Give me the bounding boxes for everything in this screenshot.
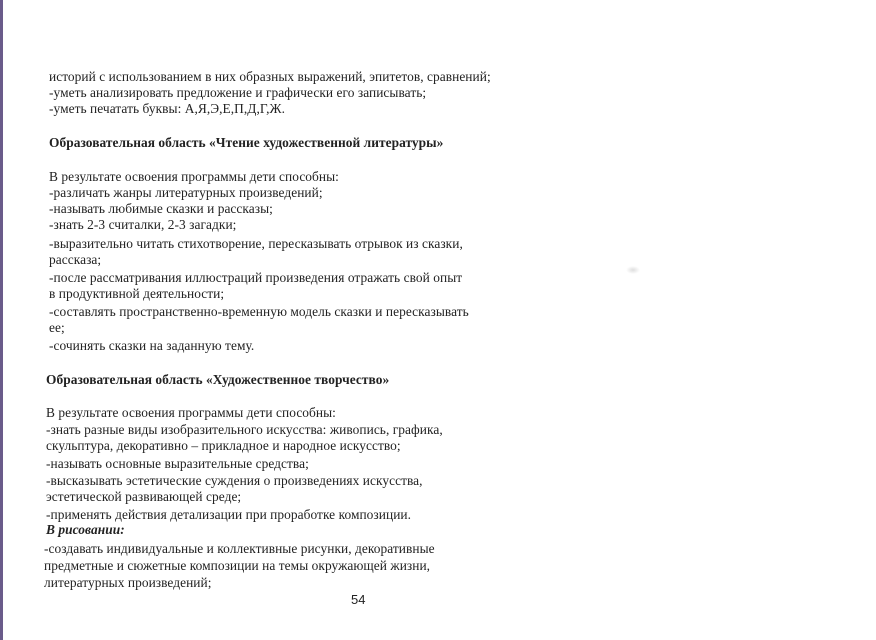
section-line: -создавать индивидуальные и коллективные рисунки, декоративные [44,541,435,556]
section-line: -сочинять сказки на заданную тему. [49,338,255,353]
section-line: -высказывать эстетические суждения о произведениях искусства, [46,473,423,488]
section-heading-art: Образовательная область «Художественное творчество» [46,372,390,387]
section-line: в продуктивной деятельности; [49,286,225,301]
section-line: скульптура, декоративно – прикладное и народное искусство; [46,438,401,453]
section-line: -знать разные виды изобразительного искусства: живопись, графика, [46,422,443,437]
section-line: ее; [49,320,65,335]
section-line: -различать жанры литературных произведений; [49,185,323,200]
intro-line: -уметь анализировать предложение и графически его записывать; [49,85,427,100]
section-line: -выразительно читать стихотворение, пересказывать отрывок из сказки, [49,236,463,251]
section-line: -применять действия детализации при проработке композиции. [46,507,412,522]
section-line: рассказа; [49,252,102,267]
page-number: 54 [351,592,366,607]
section-line: -составлять пространственно-временную модель сказки и пересказывать [49,304,469,319]
section-line: -после рассматривания иллюстраций произведения отражать свой опыт [49,270,463,285]
section-line: -называть любимые сказки и рассказы; [49,201,273,216]
section-heading-reading: Образовательная область «Чтение художественной литературы» [49,135,444,150]
subheading-drawing: В рисовании: [46,522,125,537]
scan-speck [626,266,640,274]
section-line: -называть основные выразительные средства; [46,456,309,471]
section-line: предметные и сюжетные композиции на темы окружающей жизни, [44,558,431,573]
section-line: -знать 2-3 считалки, 2-3 загадки; [49,217,237,232]
section-line: эстетической развивающей среде; [46,489,242,504]
section-line: В результате освоения программы дети способны: [49,169,339,184]
section-line: В результате освоения программы дети способны: [46,405,336,420]
section-line: литературных произведений; [44,575,212,590]
intro-line: историй с использованием в них образных выражений, эпитетов, сравнений; [49,69,491,84]
intro-line: -уметь печатать буквы: А,Я,Э,Е,П,Д,Г,Ж. [49,101,286,116]
